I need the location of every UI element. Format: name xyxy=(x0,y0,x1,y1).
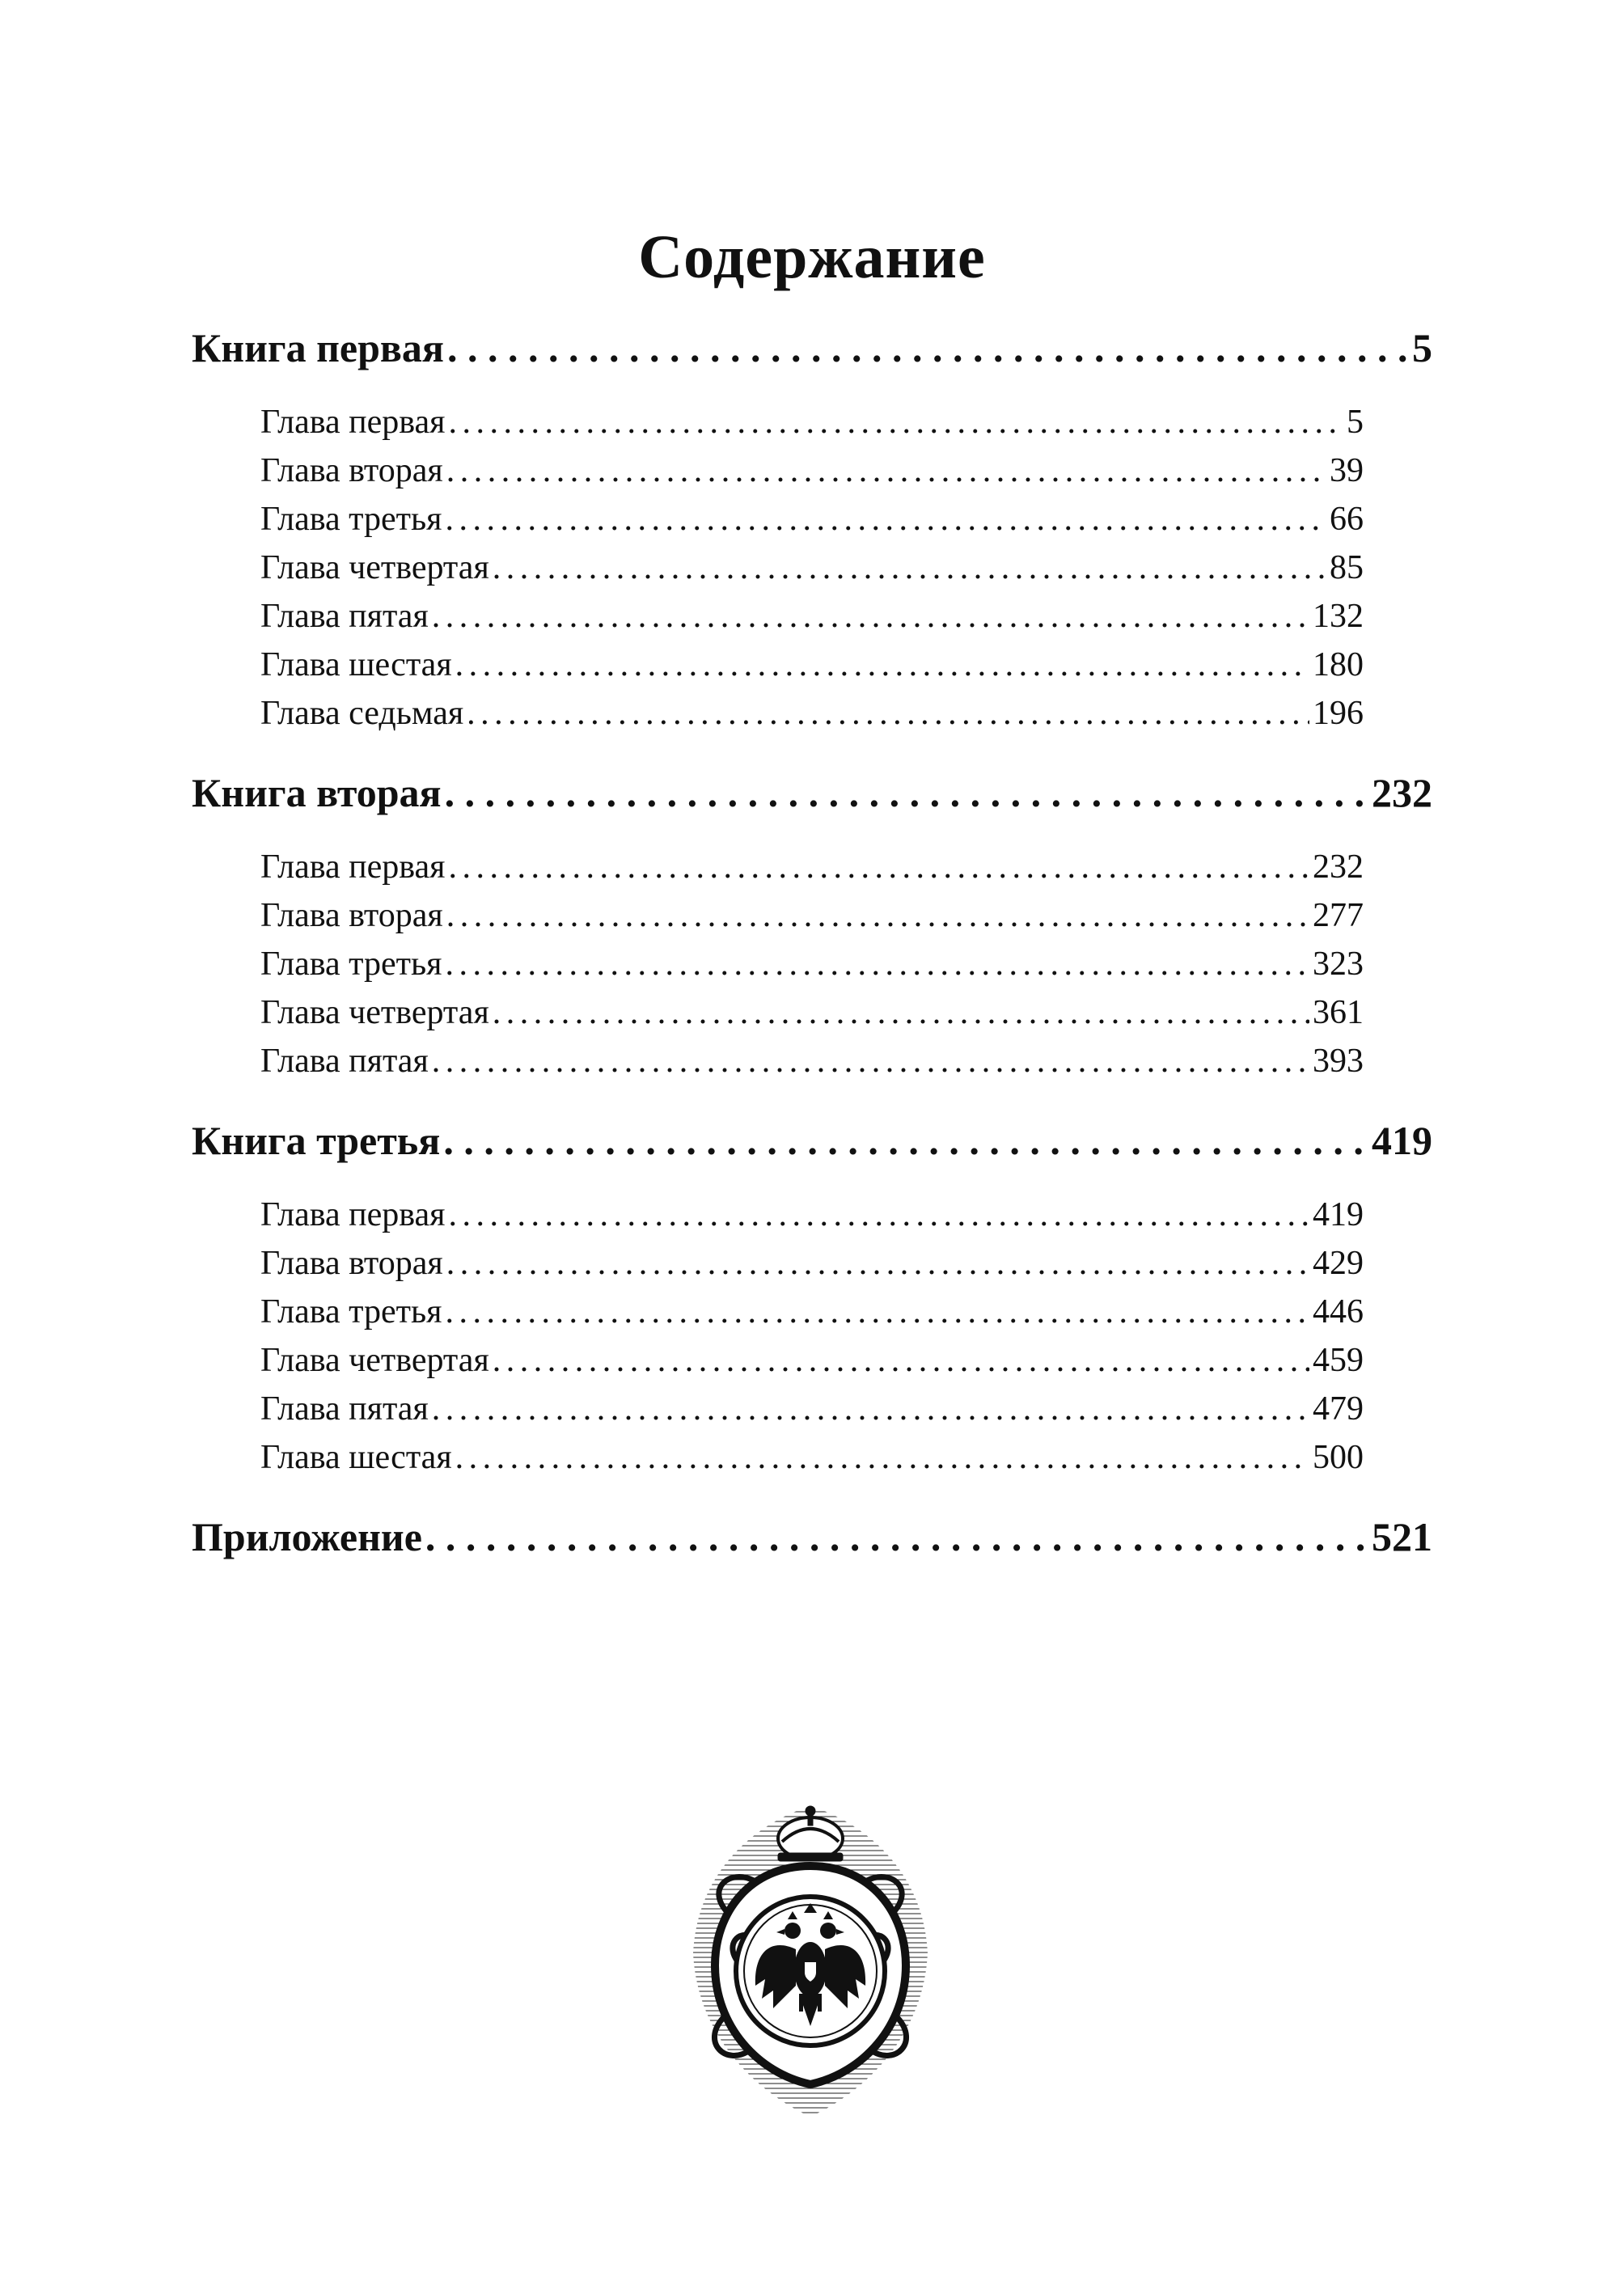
toc-page-number: 277 xyxy=(1313,897,1364,934)
toc-book-label: Книга третья xyxy=(192,1118,441,1163)
toc-chapter[interactable] xyxy=(260,988,1364,1037)
toc-chapter[interactable] xyxy=(260,843,1364,891)
toc-chapter-label: Глава третья xyxy=(260,946,442,983)
toc-chapter-label: Глава пятая xyxy=(260,1043,429,1080)
dot-leader xyxy=(493,544,1326,592)
dot-leader xyxy=(447,324,1409,372)
toc-chapter-label: Глава четвертая xyxy=(260,549,489,586)
toc-chapter-label: Глава шестая xyxy=(260,1439,452,1476)
dot-leader xyxy=(446,1239,1309,1288)
dot-leader xyxy=(425,1512,1368,1561)
toc-chapter[interactable] xyxy=(260,1385,1364,1433)
toc-page-number: 5 xyxy=(1412,325,1432,370)
toc-chapter-label: Глава вторая xyxy=(260,897,443,934)
toc-chapter-list xyxy=(260,398,1364,738)
toc-page-number: 232 xyxy=(1313,848,1364,886)
dot-leader xyxy=(455,1433,1309,1482)
toc-page-number: 66 xyxy=(1330,501,1364,538)
dot-leader xyxy=(432,592,1309,641)
toc-chapter-label: Глава первая xyxy=(260,848,446,886)
toc-chapter[interactable] xyxy=(260,398,1364,446)
page-title: Содержание xyxy=(638,223,986,291)
toc-chapter-label: Глава шестая xyxy=(260,646,452,683)
toc-book-label: Книга вторая xyxy=(192,770,442,815)
toc-book-1[interactable] xyxy=(192,324,1432,372)
toc-chapter[interactable] xyxy=(260,1433,1364,1482)
toc-page-number: 361 xyxy=(1313,994,1364,1031)
toc-page-number: 446 xyxy=(1313,1293,1364,1331)
toc-book-2[interactable] xyxy=(192,768,1432,817)
toc-page-number: 419 xyxy=(1372,1118,1432,1163)
dot-leader xyxy=(493,988,1309,1037)
dot-leader xyxy=(455,641,1309,689)
toc-chapter[interactable] xyxy=(260,1288,1364,1336)
toc-chapter[interactable] xyxy=(260,891,1364,940)
toc-page-number: 323 xyxy=(1313,946,1364,983)
dot-leader xyxy=(445,495,1326,544)
toc-page-number: 459 xyxy=(1313,1342,1364,1379)
toc-page-number: 429 xyxy=(1313,1245,1364,1282)
toc-chapter-list xyxy=(260,1191,1364,1482)
toc-chapter[interactable] xyxy=(260,1191,1364,1239)
toc-appendix[interactable] xyxy=(192,1512,1432,1561)
toc-chapter[interactable] xyxy=(260,1037,1364,1085)
double-headed-eagle-crest-icon xyxy=(681,1800,940,2123)
toc-chapter[interactable] xyxy=(260,1239,1364,1288)
dot-leader xyxy=(493,1336,1309,1385)
toc-page-number: 85 xyxy=(1330,549,1364,586)
toc-chapter[interactable] xyxy=(260,1336,1364,1385)
toc-page-number: 5 xyxy=(1347,404,1364,441)
dot-leader xyxy=(443,1116,1368,1165)
dot-leader xyxy=(446,446,1326,495)
dot-leader xyxy=(449,843,1310,891)
toc-chapter-label: Глава четвертая xyxy=(260,994,489,1031)
toc-chapter-label: Глава третья xyxy=(260,1293,442,1331)
toc-chapter-label: Глава вторая xyxy=(260,1245,443,1282)
toc-page-number: 419 xyxy=(1313,1196,1364,1233)
toc-page-number: 196 xyxy=(1313,695,1364,732)
dot-leader xyxy=(446,891,1309,940)
toc-chapter[interactable] xyxy=(260,689,1364,738)
table-of-contents xyxy=(192,324,1432,1561)
toc-page-number: 180 xyxy=(1313,646,1364,683)
toc-page-number: 232 xyxy=(1372,770,1432,815)
toc-chapter[interactable] xyxy=(260,544,1364,592)
dot-leader xyxy=(432,1385,1309,1433)
toc-chapter[interactable] xyxy=(260,641,1364,689)
toc-page-number: 500 xyxy=(1313,1439,1364,1476)
toc-chapter[interactable] xyxy=(260,495,1364,544)
dot-leader xyxy=(445,940,1309,988)
toc-chapter-list xyxy=(260,843,1364,1085)
toc-appendix-label: Приложение xyxy=(192,1514,422,1559)
toc-book-3[interactable] xyxy=(192,1116,1432,1165)
toc-chapter[interactable] xyxy=(260,446,1364,495)
dot-leader xyxy=(449,398,1344,446)
toc-chapter[interactable] xyxy=(260,592,1364,641)
toc-page-number: 393 xyxy=(1313,1043,1364,1080)
dot-leader xyxy=(445,1288,1309,1336)
dot-leader xyxy=(467,689,1309,738)
toc-page-number: 521 xyxy=(1372,1514,1432,1559)
toc-chapter-label: Глава четвертая xyxy=(260,1342,489,1379)
dot-leader xyxy=(432,1037,1309,1085)
toc-page-number: 39 xyxy=(1330,452,1364,489)
toc-page-number: 479 xyxy=(1313,1390,1364,1428)
toc-chapter-label: Глава седьмая xyxy=(260,695,464,732)
toc-chapter-label: Глава первая xyxy=(260,1196,446,1233)
dot-leader xyxy=(445,768,1368,817)
toc-chapter[interactable] xyxy=(260,940,1364,988)
toc-chapter-label: Глава первая xyxy=(260,404,446,441)
toc-book-label: Книга первая xyxy=(192,325,444,370)
toc-chapter-label: Глава пятая xyxy=(260,1390,429,1428)
dot-leader xyxy=(449,1191,1310,1239)
toc-chapter-label: Глава пятая xyxy=(260,598,429,635)
toc-chapter-label: Глава третья xyxy=(260,501,442,538)
toc-page-number: 132 xyxy=(1313,598,1364,635)
toc-chapter-label: Глава вторая xyxy=(260,452,443,489)
